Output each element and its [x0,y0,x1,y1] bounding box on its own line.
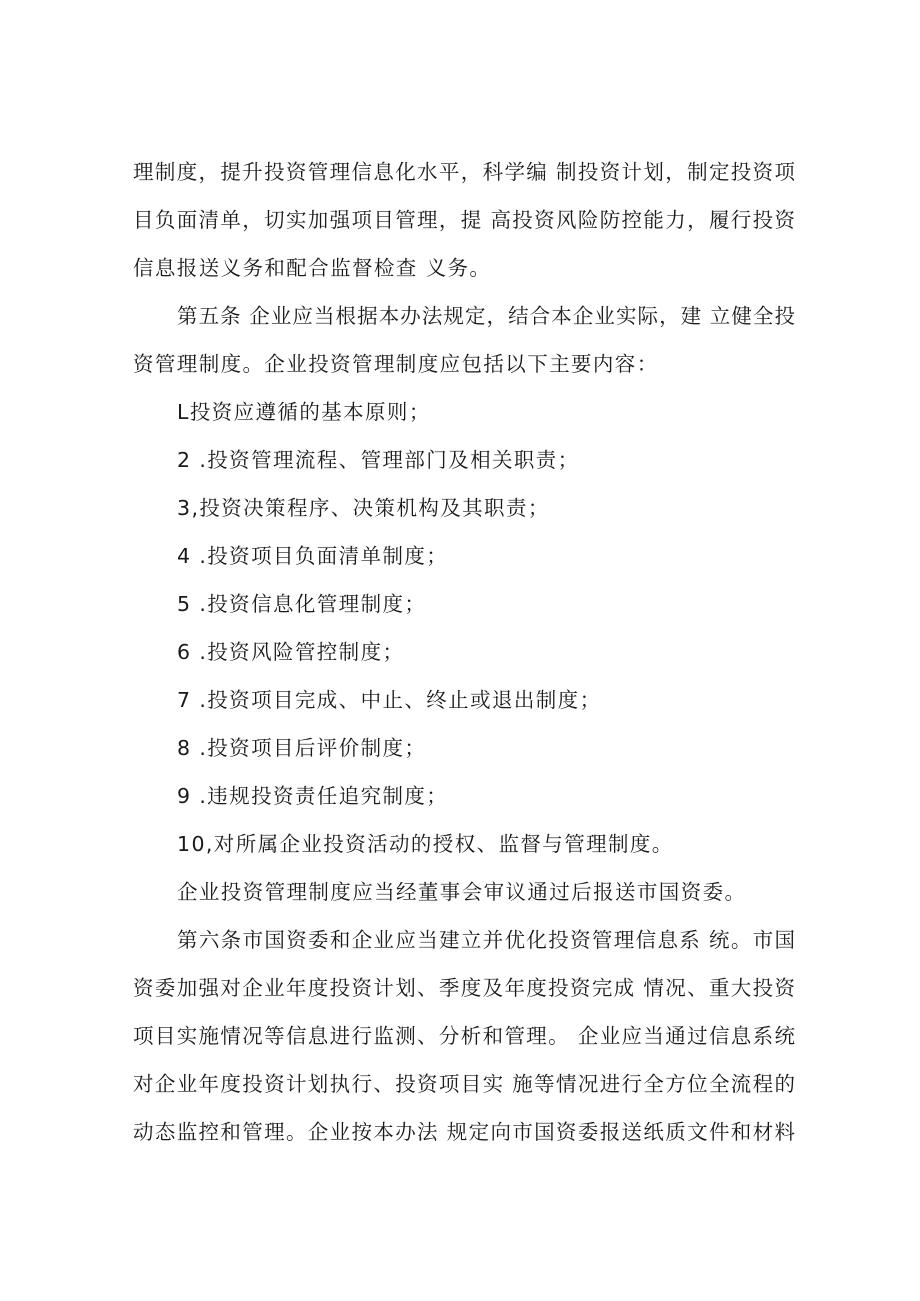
article-6-line: 资委加强对企业年度投资计划、季度及年度投资完成 情况、重大投资 [133,976,795,1000]
list-item: 5 .投资信息化管理制度； [177,592,427,616]
list-item: L投资应遵循的基本原则； [177,400,431,424]
article-5-line: 第五条 企业应当根据本办法规定，结合本企业实际，建 立健全投 [177,304,795,328]
list-item: 2 .投资管理流程、管理部门及相关职责； [177,448,580,472]
article-6-line: 动态监控和管理。企业按本办法 规定向市国资委报送纸质文件和材料 [133,1120,795,1144]
list-item: 8 .投资项目后评价制度； [177,736,427,760]
closing-sentence: 企业投资管理制度应当经董事会审议通过后报送市国资委。 [177,880,747,904]
article-6-line: 项目实施情况等信息进行监测、分析和管理。 企业应当通过信息系统 [133,1024,795,1048]
article-6-line: 第六条市国资委和企业应当建立并优化投资管理信息系 统。市国 [177,928,795,952]
body-text-line: 目负面清单，切实加强项目管理，提 高投资风险防控能力，履行投资 [133,208,795,232]
body-text-line: 信息报送义务和配合监督检查 义务。 [133,256,492,280]
article-6-line: 对企业年度投资计划执行、投资项目实 施等情况进行全方位全流程的 [133,1072,795,1096]
list-item: 3,投资决策程序、决策机构及其职责； [177,496,550,520]
list-item: 7 .投资项目完成、中止、终止或退出制度； [177,688,602,712]
body-text-line: 理制度，提升投资管理信息化水平，科学编 制投资计划，制定投资项 [133,160,795,184]
list-item: 6 .投资风险管控制度； [177,640,405,664]
list-item: 10,对所属企业投资活动的授权、监督与管理制度。 [177,832,674,856]
article-5-line: 资管理制度。企业投资管理制度应包括以下主要内容： [133,352,659,376]
list-item: 9 .违规投资责任追究制度； [177,784,449,808]
list-item: 4 .投资项目负面清单制度； [177,544,449,568]
